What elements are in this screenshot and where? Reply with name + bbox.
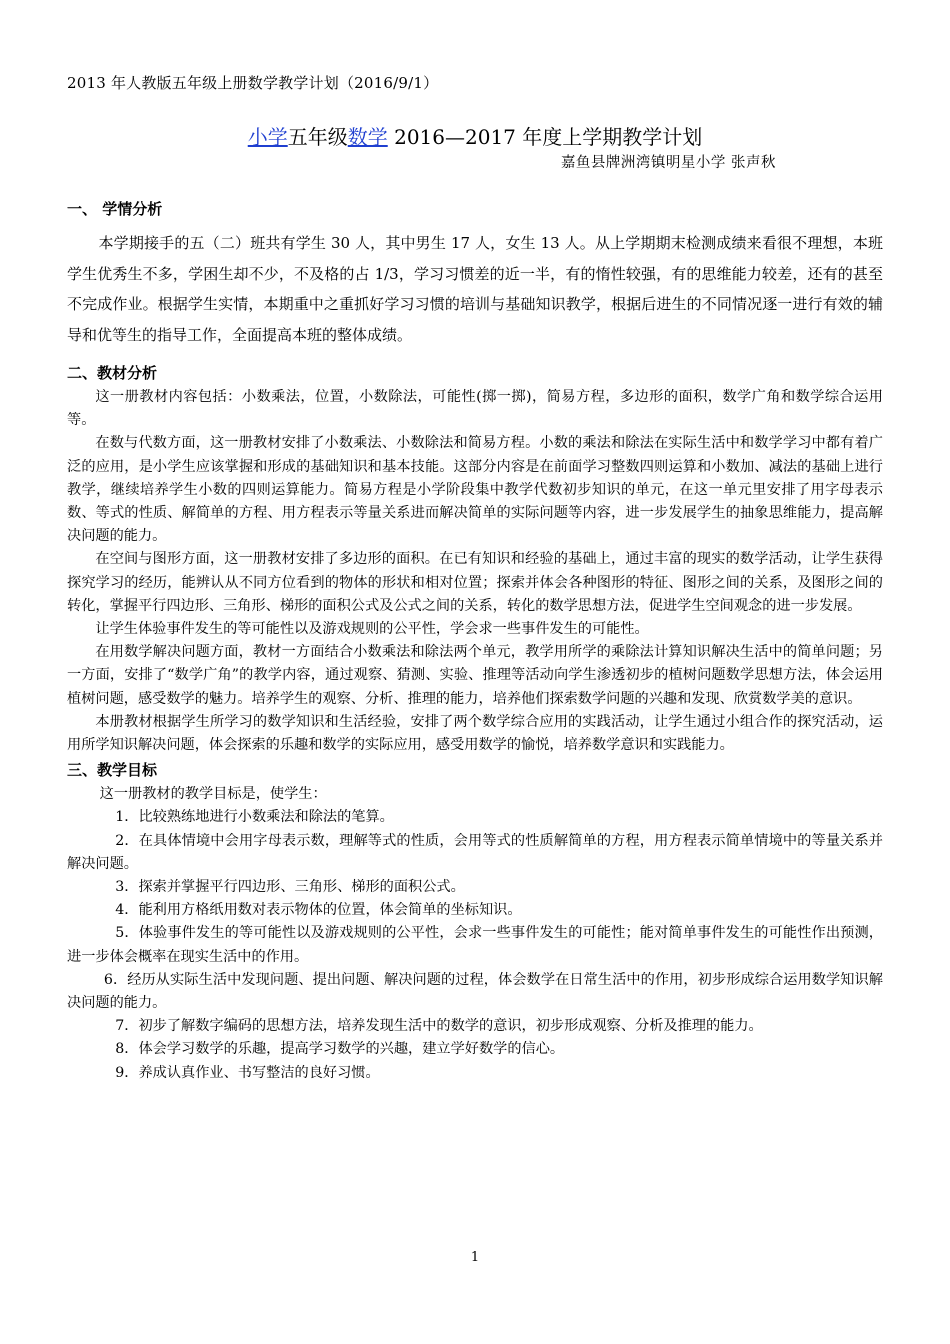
section-heading: 二、教材分析 — [67, 364, 158, 382]
title-link-primary-school[interactable]: 小学 — [247, 125, 288, 149]
section-teaching-goals — [67, 757, 883, 1085]
paragraph: 在数与代数方面，这一册教材安排了小数乘法、小数除法和简易方程。小数的乘法和除法在实际生活中和数学学习中都有着广泛的应用，是小学生应该掌握和形成的基础知识和基本技能。这部分内容是在前面学习整数四则运算和小数加、减法的基础上进行教学，继续培养学生小数的四则运算能力。简易方程是小学阶段集中教学代数初步知识的单元，在这一单元里安排了用字母表示数、等式的性质、解简单的方程、用方程表示等量关系进而解决简单的实际问题等内容，进一步发展学生的抽象思维能力，提高解决问题的能力。 — [67, 435, 883, 545]
goal-item: 5．体验事件发生的等可能性以及游戏规则的公平性，会求一些事件发生的可能性；能对简单事件发生的可能性作出预测，进一步体会概率在现实生活中的作用。 — [67, 925, 883, 965]
paragraph: 本册教材根据学生所学习的数学知识和生活经验，安排了两个数学综合应用的实践活动，让学生通过小组合作的探究活动，运用所学知识解决问题，体会探索的乐趣和数学的实际应用，感受用数学的愉悦，培养数学意识和实践能力。 — [67, 713, 883, 754]
page-number: 1 — [470, 1250, 480, 1265]
goal-item: 6．经历从实际生活中发现问题、提出问题、解决问题的过程，体会数学在日常生活中的作用，初步形成综合运用数学知识解决问题的能力。 — [67, 971, 883, 1012]
goal-item: 1．比较熟练地进行小数乘法和除法的笔算。 — [115, 809, 394, 826]
author-line: 嘉鱼县牌洲湾镇明星小学 张声秋 — [560, 155, 776, 171]
section-heading: 一、 学情分析 — [67, 200, 163, 218]
title-link-math[interactable]: 数学 — [347, 125, 388, 149]
paragraph: 这一册教材内容包括：小数乘法，位置，小数除法，可能性(掷一掷)，简易方程，多边形的面积，数学广角和数学综合运用等。 — [67, 389, 883, 429]
document-header: 2013 年人教版五年级上册数学教学计划（2016/9/1） — [67, 74, 439, 92]
section-textbook-analysis — [67, 360, 883, 757]
title-term: 2016—2017 年度上学期教学计划 — [387, 125, 703, 149]
goal-item: 9．养成认真作业、书写整洁的良好习惯。 — [115, 1064, 380, 1081]
section-heading: 三、教学目标 — [67, 761, 158, 780]
document-title — [0, 121, 950, 150]
goal-item: 7．初步了解数字编码的思想方法，培养发现生活中的数学的意识，初步形成观察、分析及推理的能力。 — [115, 1018, 763, 1035]
title-grade: 五年级 — [287, 125, 348, 149]
goal-item: 8．体会学习数学的乐趣，提高学习数学的兴趣，建立学好数学的信心。 — [115, 1041, 565, 1058]
document-body — [67, 196, 883, 1085]
goal-item: 3．探索并掌握平行四边形、三角形、梯形的面积公式。 — [115, 879, 465, 896]
goals-intro: 这一册教材的教学目标是，使学生： — [99, 786, 327, 803]
paragraph: 在用数学解决问题方面，教材一方面结合小数乘法和除法两个单元，教学用所学的乘除法计算知识解决生活中的简单问题；另一方面，安排了“数学广角”的教学内容，通过观察、猜测、实验、推理等活动向学生渗透初步的植树问题数学思想方法，体会运用植树问题，感受数学的魅力。培养学生的观察、分析、推理的能力，培养他们探索数学问题的兴趣和发现、欣赏数学美的意识。 — [67, 644, 883, 707]
paragraph: 让学生体验事件发生的等可能性以及游戏规则的公平性，学会求一些事件发生的可能性。 — [95, 621, 649, 638]
paragraph: 在空间与图形方面，这一册教材安排了多边形的面积。在已有知识和经验的基础上，通过丰富的现实的数学活动，让学生获得探究学习的经历，能辨认从不同方位看到的物体的形状和相对位置；探索并体会各种图形的特征、图形之间的关系，及图形之间的转化，掌握平行四边形、三角形、梯形的面积公式及公式之间的关系，转化的数学思想方法，促进学生空间观念的进一步发展。 — [67, 551, 883, 614]
goal-item: 4．能利用方格纸用数对表示物体的位置，体会简单的坐标知识。 — [115, 902, 522, 919]
paragraph: 本学期接手的五（二）班共有学生 30 人，其中男生 17 人，女生 13 人。从上学期期末检测成绩来看很不理想，本班学生优秀生不多，学困生却不少，不及格的占 1/3，学习习惯差的近一半，有的惰性较强，有的思维能力较差，还有的甚至不完成作业。根据学生实情，本期重中之重抓好学习习惯的培训与基础知识教学，根据后进生的不同情况逐一进行有效的辅导和优等生的指导工作，全面提高本班的整体成绩。 — [67, 234, 883, 344]
section-student-analysis — [67, 196, 883, 350]
goal-item: 2．在具体情境中会用字母表示数，理解等式的性质，会用等式的性质解简单的方程，用方程表示简单情境中的等量关系并解决问题。 — [67, 832, 883, 872]
